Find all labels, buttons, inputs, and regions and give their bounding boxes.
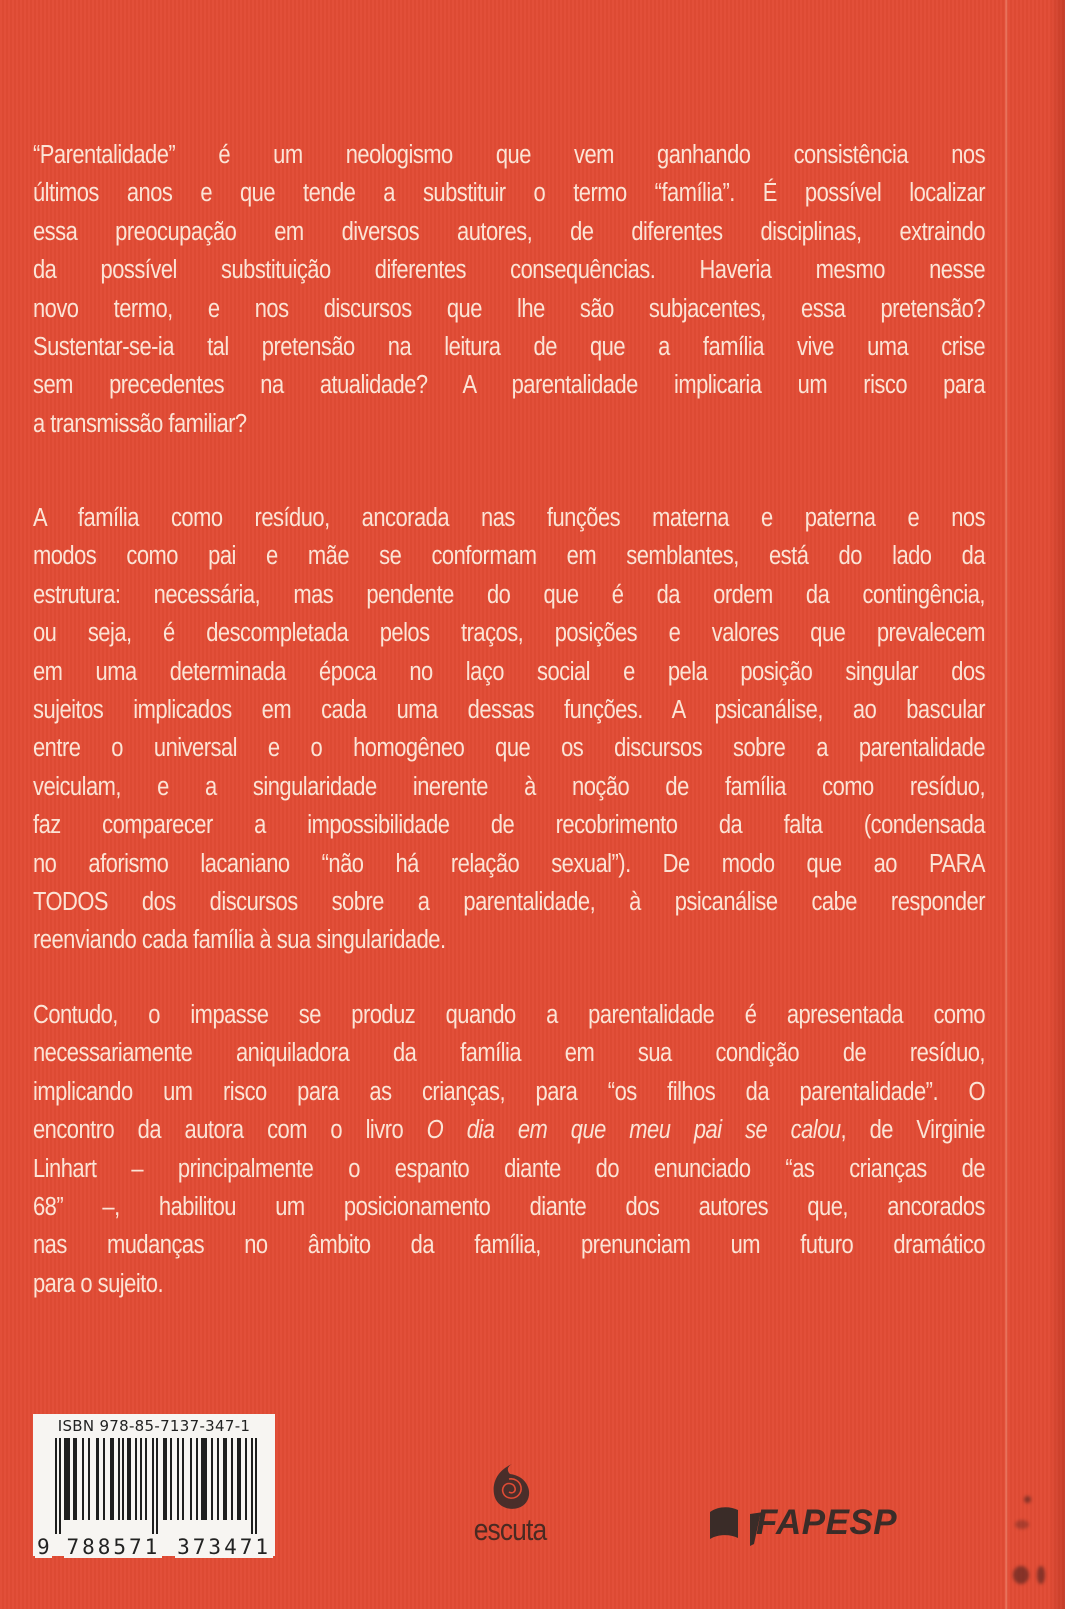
stain [1037,1566,1045,1584]
text-line: da possível substituição diferentes consequências. Haveria mesmo nesse [33,256,986,285]
text-line: ou seja, é descompletada pelos traços, posições e valores que prevalecem [33,619,986,648]
text-line: reenviando cada família à sua singularidade. [33,926,446,955]
text-line: veiculam, e a singularidade inerente à noção de família como resíduo, [33,772,986,801]
text-line: faz comparecer a impossibilidade de recobrimento da falta (condensada [33,811,986,840]
book-title-italic: O dia em que meu pai se calou [426,1116,841,1145]
barcode-digit-prefix: 9 [37,1535,50,1559]
text-line: essa preocupação em diversos autores, de diferentes disciplinas, extraindo [33,217,986,246]
synopsis-paragraph-2 [33,499,985,960]
text-line: necessariamente aniquiladora da família em sua condição de resíduo, [33,1039,986,1068]
isbn-label: ISBN 978-85-7137-347-1 [57,1417,251,1435]
text-line: novo termo, e nos discursos que lhe são subjacentes, essa pretensão? [33,294,986,323]
text-line: TODOS dos discursos sobre a parentalidade, à psicanálise cabe responder [33,887,986,916]
synopsis-paragraph-3 [33,996,985,1303]
text-line [33,1111,985,1149]
text-line: no aforismo lacaniano “não há relação sexual”). De modo que ao PARA [33,849,986,878]
barcode-digits-left: 788571 [66,1535,161,1559]
text-line: 68” –, habilitou um posicionamento diante dos autores que, ancorados [33,1192,986,1221]
publisher-logo-escuta [440,1460,580,1555]
barcode-digits-right: 373471 [177,1535,271,1559]
isbn-barcode [33,1414,275,1559]
sponsor-name: FAPESP [756,1503,898,1542]
text-line: “Parentalidade” é um neologismo que vem ganhando consistência nos [33,141,986,169]
stain [1015,1520,1029,1529]
text-line: sujeitos implicados em cada uma dessas funções. A psicanálise, ao bascular [33,695,986,724]
text-line: últimos anos e que tende a substituir o termo “família”. É possível localizar [33,179,986,208]
stain [1013,1566,1029,1584]
barcode-icon [55,1438,265,1538]
text-line: Contudo, o impasse se produz quando a parentalidade é apresentada como [33,1001,986,1029]
text-fragment: , de Virginie [840,1116,986,1145]
text-line: modos como pai e mãe se conformam em semblantes, está do lado da [33,542,986,571]
spiral-shell-icon [488,1462,532,1512]
synopsis-paragraph-1 [33,136,985,443]
stain [1024,1496,1031,1503]
text-line: entre o universal e o homogêneo que os discursos sobre a parentalidade [33,734,986,763]
sponsor-logo-fapesp [708,1503,928,1550]
text-line: Sustentar-se-ia tal pretensão na leitura de que a família vive uma crise [33,332,986,361]
text-line: sem precedentes na atualidade? A parentalidade implicaria um risco para [33,371,986,400]
barcode-digits [35,1536,273,1558]
text-line: em uma determinada época no laço social e pela posição singular dos [33,657,986,686]
text-line: implicando um risco para as crianças, para “os filhos da parentalidade”. O [33,1077,986,1106]
flag-icon [708,1506,740,1540]
text-line: nas mudanças no âmbito da família, prenunciam um futuro dramático [33,1231,986,1260]
text-line: a transmissão familiar? [33,409,247,438]
text-fragment: encontro da autora com o livro [33,1116,427,1145]
text-line: estrutura: necessária, mas pendente do que é da ordem da contingência, [33,580,986,609]
text-line: A família como resíduo, ancorada nas funções materna e paterna e nos [33,504,986,532]
publisher-name: escuta [473,1512,547,1547]
text-line: para o sujeito. [33,1269,164,1298]
text-line: Linhart – principalmente o espanto diante do enunciado “as crianças de [33,1154,986,1183]
